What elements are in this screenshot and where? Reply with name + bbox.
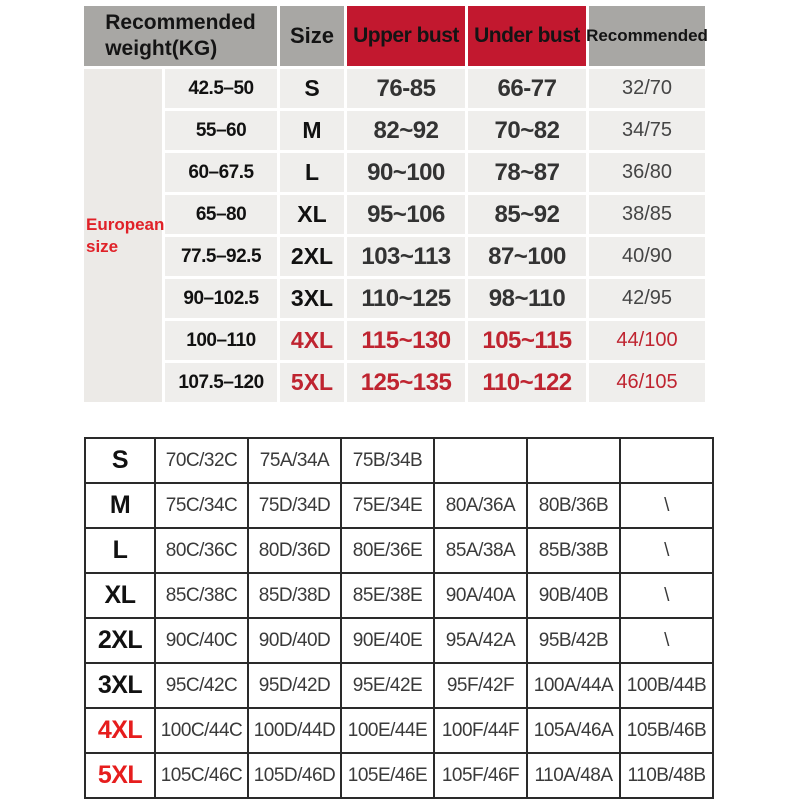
upper-bust-cell: 82~92 — [347, 111, 465, 150]
cell: 90E/40E — [341, 618, 434, 663]
cell: 85A/38A — [434, 528, 527, 573]
header-under-bust: Under bust — [468, 6, 586, 66]
under-bust-cell: 78~87 — [468, 153, 586, 192]
header-size: Size — [280, 6, 344, 66]
cell: 95B/42B — [527, 618, 620, 663]
cell: 85D/38D — [248, 573, 341, 618]
cell: \ — [620, 573, 713, 618]
cell: 95A/42A — [434, 618, 527, 663]
table-row — [85, 573, 713, 618]
cell: 85C/38C — [155, 573, 248, 618]
size-cell: M — [280, 111, 344, 150]
cell: 80A/36A — [434, 483, 527, 528]
cell: 75D/34D — [248, 483, 341, 528]
table-row — [85, 483, 713, 528]
cell: 90B/40B — [527, 573, 620, 618]
cell: 95F/42F — [434, 663, 527, 708]
size-label: L — [85, 528, 155, 573]
weight-cell: 107.5–120 — [165, 363, 277, 402]
bottom-size-chart — [84, 437, 714, 799]
cell: 85B/38B — [527, 528, 620, 573]
size-cell: 3XL — [280, 279, 344, 318]
cell: 105D/46D — [248, 753, 341, 798]
weight-cell: 42.5–50 — [165, 69, 277, 108]
weight-cell: 90–102.5 — [165, 279, 277, 318]
upper-bust-cell: 115~130 — [347, 321, 465, 360]
cell: 100B/44B — [620, 663, 713, 708]
size-cell: 2XL — [280, 237, 344, 276]
cell: 100E/44E — [341, 708, 434, 753]
cell: 95C/42C — [155, 663, 248, 708]
cell: 95D/42D — [248, 663, 341, 708]
cell: 100A/44A — [527, 663, 620, 708]
cell: 70C/32C — [155, 438, 248, 483]
cell: \ — [620, 618, 713, 663]
cell: 90A/40A — [434, 573, 527, 618]
under-bust-cell: 110~122 — [468, 363, 586, 402]
cell: 105F/46F — [434, 753, 527, 798]
table-row — [85, 708, 713, 753]
cell: 80D/36D — [248, 528, 341, 573]
cell — [434, 438, 527, 483]
size-label: XL — [85, 573, 155, 618]
header-weight-line1: Recommended — [105, 10, 256, 34]
cell: 105A/46A — [527, 708, 620, 753]
cell: 105C/46C — [155, 753, 248, 798]
header-upper-bust: Upper bust — [347, 6, 465, 66]
header-recommended: Recommended — [589, 6, 705, 66]
header-weight-line2: weight(KG) — [105, 37, 218, 60]
weight-cell: 60–67.5 — [165, 153, 277, 192]
size-label: S — [85, 438, 155, 483]
size-label: M — [85, 483, 155, 528]
cell: 75B/34B — [341, 438, 434, 483]
cell: 80C/36C — [155, 528, 248, 573]
recommended-cell: 46/105 — [589, 363, 705, 402]
cell: 95E/42E — [341, 663, 434, 708]
recommended-cell: 42/95 — [589, 279, 705, 318]
cell: \ — [620, 528, 713, 573]
under-bust-cell: 66-77 — [468, 69, 586, 108]
european-size-line1: European — [86, 215, 165, 235]
upper-bust-cell: 95~106 — [347, 195, 465, 234]
size-label: 3XL — [85, 663, 155, 708]
size-cell: 4XL — [280, 321, 344, 360]
cell: 80B/36B — [527, 483, 620, 528]
cell: 80E/36E — [341, 528, 434, 573]
weight-cell: 55–60 — [165, 111, 277, 150]
european-size-line2: size — [86, 236, 119, 256]
cell: 110B/48B — [620, 753, 713, 798]
table-row — [85, 528, 713, 573]
cell: 90D/40D — [248, 618, 341, 663]
header-recommended-weight — [84, 6, 277, 66]
size-label: 5XL — [85, 753, 155, 798]
under-bust-cell: 87~100 — [468, 237, 586, 276]
under-bust-cell: 85~92 — [468, 195, 586, 234]
upper-bust-cell: 76-85 — [347, 69, 465, 108]
under-bust-cell: 105~115 — [468, 321, 586, 360]
upper-bust-cell: 90~100 — [347, 153, 465, 192]
cell: 105B/46B — [620, 708, 713, 753]
cell — [620, 438, 713, 483]
size-cell: XL — [280, 195, 344, 234]
recommended-cell: 36/80 — [589, 153, 705, 192]
size-cell: 5XL — [280, 363, 344, 402]
size-cell: L — [280, 153, 344, 192]
under-bust-cell: 70~82 — [468, 111, 586, 150]
weight-cell: 100–110 — [165, 321, 277, 360]
cell — [527, 438, 620, 483]
size-label: 2XL — [85, 618, 155, 663]
cell: 100F/44F — [434, 708, 527, 753]
recommended-cell: 40/90 — [589, 237, 705, 276]
table-row — [85, 753, 713, 798]
cell: 105E/46E — [341, 753, 434, 798]
table-row — [85, 618, 713, 663]
recommended-cell: 32/70 — [589, 69, 705, 108]
recommended-cell: 34/75 — [589, 111, 705, 150]
upper-bust-cell: 103~113 — [347, 237, 465, 276]
cell: 90C/40C — [155, 618, 248, 663]
cell: 85E/38E — [341, 573, 434, 618]
size-cell: S — [280, 69, 344, 108]
table-row — [85, 663, 713, 708]
upper-bust-cell: 125~135 — [347, 363, 465, 402]
cell: 100D/44D — [248, 708, 341, 753]
cell: 110A/48A — [527, 753, 620, 798]
european-size-label — [84, 69, 165, 402]
cell: 100C/44C — [155, 708, 248, 753]
cell: \ — [620, 483, 713, 528]
cell: 75E/34E — [341, 483, 434, 528]
under-bust-cell: 98~110 — [468, 279, 586, 318]
cell: 75C/34C — [155, 483, 248, 528]
recommended-cell: 44/100 — [589, 321, 705, 360]
weight-cell: 65–80 — [165, 195, 277, 234]
cell: 75A/34A — [248, 438, 341, 483]
table-row — [85, 438, 713, 483]
top-size-chart — [84, 6, 708, 402]
weight-cell: 77.5–92.5 — [165, 237, 277, 276]
recommended-cell: 38/85 — [589, 195, 705, 234]
upper-bust-cell: 110~125 — [347, 279, 465, 318]
size-label: 4XL — [85, 708, 155, 753]
